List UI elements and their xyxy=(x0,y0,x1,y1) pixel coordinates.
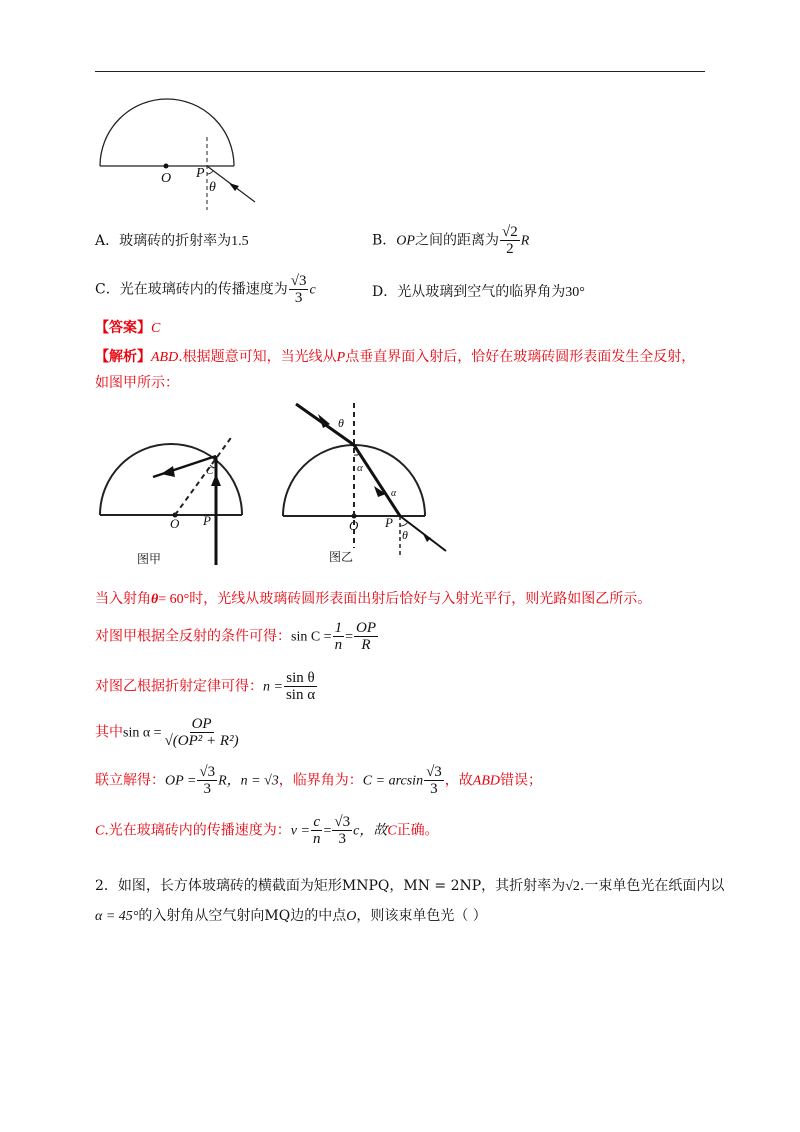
solution-line-6: C.光在玻璃砖内的传播速度为：v = $\frac{c}{n}$ = $\frac{√3}{3}$ c，故C正确。 xyxy=(95,814,439,847)
yi-label-o: O xyxy=(349,518,359,533)
top-label-theta: θ xyxy=(209,180,216,195)
semicircle-arc xyxy=(100,99,234,166)
solution-line-4: 其中sin α = $\frac{OP}{\text{√(OP² + R²)}}$ xyxy=(95,716,239,749)
solution-line-1: 当入射角θ= 60°时，光线从玻璃砖圆形表面出射后恰好与入射光平行，则光路如图乙所示。 xyxy=(95,591,652,607)
top-label-o: O xyxy=(161,171,172,186)
answer-line: 【答案】C xyxy=(95,320,161,336)
theta-arc xyxy=(400,522,408,526)
option-a[interactable]: A．玻璃砖的折射率为1.5 xyxy=(95,233,249,249)
yi-label-alpha-2: α xyxy=(391,488,397,499)
alpha-arc xyxy=(354,454,360,455)
figure-yi xyxy=(278,398,453,563)
figure-top xyxy=(95,95,270,215)
yi-label-theta-top: θ xyxy=(338,416,344,430)
header-rule xyxy=(95,71,705,72)
figure-jia xyxy=(95,430,265,570)
ray-arrow xyxy=(161,466,175,477)
ray-arrow xyxy=(229,183,239,191)
option-c[interactable]: C．光在玻璃砖内的传播速度为 $\frac{√3}{3}$ c xyxy=(95,273,316,306)
yi-label-theta-bottom: θ xyxy=(402,528,408,542)
top-label-p: P xyxy=(196,166,205,181)
yi-label-alpha: α xyxy=(357,462,363,474)
normal-dashed xyxy=(175,435,233,515)
solution-line-2: 对图甲根据全反射的条件可得：sin C = $\frac{1}{n}$ = $\frac{OP}{R}$ xyxy=(95,620,376,653)
jia-label-o: O xyxy=(170,516,180,531)
analysis-line-1: 【解析】ABD.根据题意可知，当光线从P点垂直界面入射后，恰好在玻璃砖圆形表面发生全反射， xyxy=(95,349,696,365)
fraction: $\frac{√2}{2}$ xyxy=(501,224,518,257)
caption-yi: 图乙 xyxy=(329,550,354,564)
ray-arrow xyxy=(423,534,431,542)
jia-label-c: C xyxy=(206,465,214,477)
option-d[interactable]: D．光从玻璃到空气的临界角为30° xyxy=(372,284,585,300)
solution-line-3: 对图乙根据折射定律可得：n = $\frac{\text{sin θ}}{\text{sin α}}$ xyxy=(95,670,316,703)
yi-label-p: P xyxy=(385,515,393,530)
theta-arc xyxy=(207,171,213,174)
center-point xyxy=(164,164,169,169)
option-b[interactable]: B．OP之间的距离为 $\frac{√2}{2}$ R xyxy=(372,224,530,257)
fraction: $\frac{√3}{3}$ xyxy=(290,273,307,306)
question-2-line-2: α = 45°的入射角从空气射向MQ边的中点O，则该束单色光（ ） xyxy=(95,908,487,924)
analysis-line-2: 如图甲所示： xyxy=(95,375,179,391)
semicircle-arc xyxy=(100,444,242,515)
caption-jia: 图甲 xyxy=(137,552,162,566)
jia-label-p: P xyxy=(203,513,211,528)
solution-line-5: 联立解得：OP = $\frac{√3}{3}$ R，n = √3，临界角为：C = arcsin $\frac{√3}{3}$ ，故ABD错误； xyxy=(95,764,543,797)
question-2-line-1: 2．如图，长方体玻璃砖的横截面为矩形MNPQ，MN = 2NP，其折射率为√2.一束单色光在纸面内以 xyxy=(95,878,725,894)
